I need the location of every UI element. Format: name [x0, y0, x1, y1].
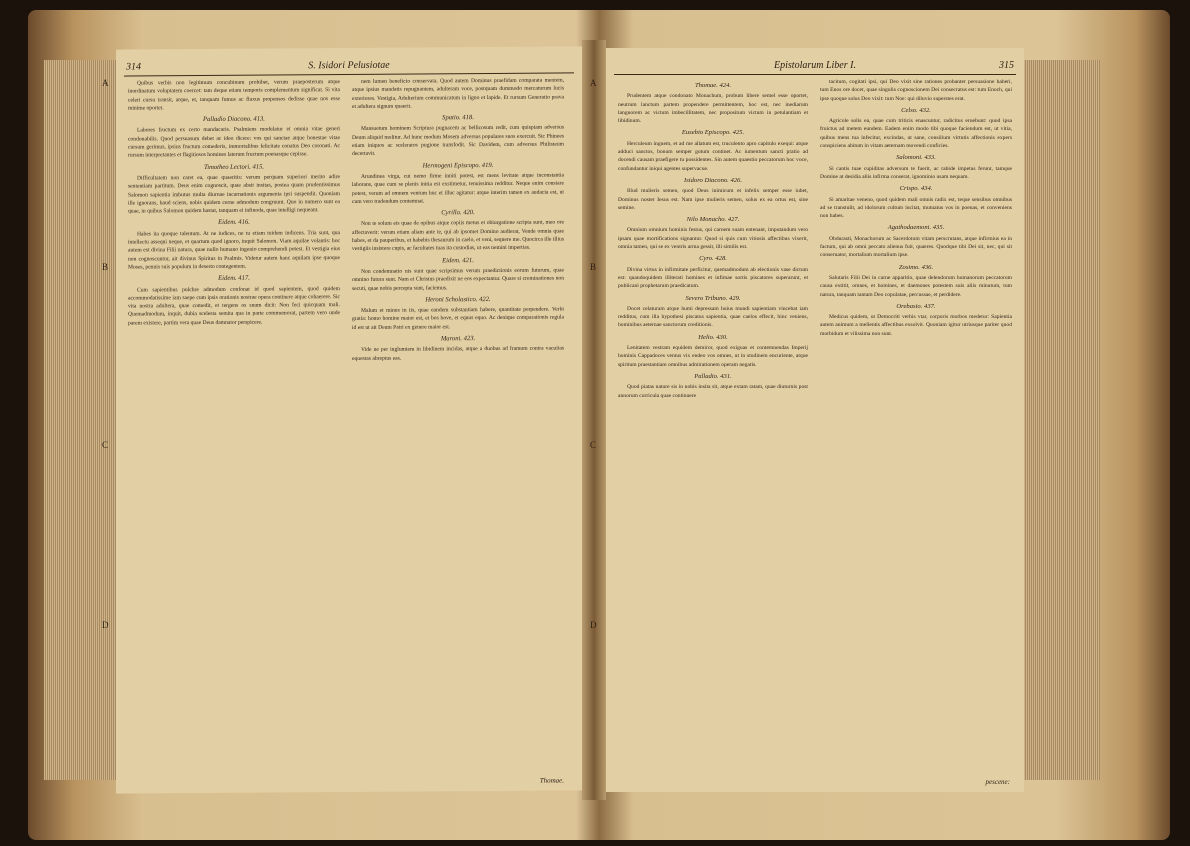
letter-paragraph: tacitum, cogitati ipsi, qui Deo vixit sine rationes probanter persuasione haberi, tum Enos ore docet, quae singulis cognoscionem Dei consecratus est: tum Enoch, qui ipse quoque solus Deo vixit: tum Noe: qui diluvio superstes erat. — [820, 79, 1012, 102]
letter-paragraph: Agricole solis ea, quae cum triticis enascuntur, radicitus eruebunt: quod ipsa fruictus ad metem eundem. Eadem enim modo tibi quoque faciendum est, ut vitia, quibus mens tua infecitur, excindas, ut sane, consilium virtutis affectionis expers conspiciens abitum in vitam aeternam movendi conficies. — [820, 118, 1012, 150]
letter-paragraph: Obdurasti, Monachorum ac Sacerdotum vitam perscrutans, atque infirmius ea in factum, qui ab omni peccato alienus fuit, quaeres. Quodque tibi Dei sit, nec, qui sit conseruator, mortalium mortalium ipse. — [820, 235, 1012, 259]
letter-paragraph: Salutaris Filii Dei in carne apparitio, quae delendorum humanorum peccatorum causa extitit, omnes, et homines, et daemones potestem suis aliis minutum, tum natura, tanquam tantam Deo copulatae, percussae, et perdidere. — [820, 274, 1012, 298]
letter-heading: Crispo. 434. — [899, 185, 933, 193]
letter-heading: Cyro. 428. — [699, 255, 727, 263]
letter-paragraph: Mansuetum hominem Scriptura pugnacem ac bellicosum redit, cum quispiam adversus Deum aliquid molitur. Ad hunc modum Mosem adversus populares suos exercuit. Sic Phinees etiam iniquos ac sceleratos pugione transfodit. Sic Davidem, cum adversus Philisteum decertavit. — [352, 124, 564, 158]
letter-paragraph: Non condemnatio nis sunt quae scripsimus verum praedictionis eorum futurum, quae omnino futura sunt. Nam et Christus praedixit ne eos expectantur. Quare si creminationes non secuti, quae nobis percepta sunt, faciemus. — [352, 267, 564, 292]
letter-paragraph: Malum et minus in iis, quae eandem substantiam habere, quantitate perpendere. Verbi gratia: homo homine maior est, et bos bove, et equus equo. Ac denique comparationis regula id est ut ait Deum Patri ex genere maior est. — [352, 306, 564, 331]
left-margin-letter-c: C — [102, 440, 109, 450]
letter-paragraph: Medicus quidem, ut Democriti verbis vtar, corporis morbos medetur: Sapientia autem animum a mellentis affectibus exsolvit. Quoniam igitur utriusque pariter quod morbidum et vilissima non sunt. — [820, 314, 1012, 337]
letter-heading: Agathodaemoni. 435. — [887, 224, 945, 232]
left-margin-letter-d: D — [102, 620, 109, 630]
letter-heading: Palladio Diacono. 413. — [203, 115, 265, 124]
letter-heading: Salomoni. 433. — [896, 154, 936, 162]
letter-paragraph: Docet celaturam atque humi depressam huius mundi sapientiam vincebat iam redditus, cum illa hypothesi piscatus sapientia, quae caelos effecit, hinc veniens, hominibus aeternae sanctorum creditionis. — [618, 305, 808, 329]
letter-heading: Eusebio Episcopo. 425. — [681, 129, 745, 137]
letter-heading: Severo Tribuno. 429. — [685, 294, 741, 302]
letter-paragraph: Habes ita quoque talentum. At ne iudices, ne tu etiam tuidem indicens. Tria sunt, qua intellectu assequi neque, et quartum quod ignoro, inquit Salomon. Viam aquilae volantis: hoc autem est divina Filii natura, quae nullo humano ingenio comprehendi potest. Et vestigia eius non cognoscuntur, ait divinus Spiritus in Psalmis. Videtur autem hanc aquilam ipse quoque Moses, pennis suis populum in deserto contegentem. — [128, 229, 340, 271]
letter-paragraph: Non te solum eis quae de opibus atque copiis metus et obiurgatione scripta sunt, meo ore affectaverit: verum etiam aliam ante te, qui ab ipsomet Domino audierat, Vende omnia quae habes, et da pauperibus, et habebis thesaurum in caelo, et veni, sequere me. Quocirca ille illius vestigiis insistere cupis, ac facultates tuas ita custodias, ut eas nemini impertias. — [352, 219, 564, 253]
letter-heading: Eidem. 417. — [218, 274, 250, 283]
left-column-2 — [352, 76, 564, 363]
book-spine — [582, 40, 606, 800]
letter-paragraph: Illud mulieris semen, quod Deus inimicum et infelix semper esse iubet, Dominus noster Iesus est. Nam ipse mulieris semen, solus ex ea ortus est, sine semine. — [618, 188, 808, 211]
letter-heading: Celso. 432. — [901, 106, 931, 114]
letter-paragraph: Cum sapientibus pulchre admodum confonat id quod sapientem, quod quidem accommodatissime iam saepe cum ipsis orationis nostrae opera continere atque cohaerere. Sic vita nostra adultera, quae comedit, et tergens os suum dicit: Non feci quicquam mali. Quemadmodum, inquit, dubia scelesta semita qua in parte commemorat, partem vero unde parem existere, partim vera quae Deus damnator perspicere. — [128, 285, 340, 327]
letter-paragraph: Si amaritae veneno, quod quidem mali omnis radix est, teque sensibus omnibus ad se transtulit, ad idolorum cultum incitat, mutuatus vos in poenas, et conveniens non habes. — [820, 196, 1012, 220]
right-page — [606, 48, 1024, 792]
letter-heading: Hermogeni Episcopo. 419. — [422, 161, 494, 170]
letter-heading: Cyrillo. 420. — [441, 209, 475, 217]
letter-paragraph: Divina virtus in infirmitate perficitur, quemadmodum ab electionis vase dictum est: quandoquidem illiterati homines et infimae sortis piscatores superarunt, et publicani prophetarum praedicatum. — [618, 266, 808, 290]
letter-paragraph: Vide ne per inglumiem in libidinem incidas, atque a duobus ad framum contra vacuitas equestas abreptus eas. — [352, 345, 564, 362]
page-edges-right — [1024, 60, 1100, 780]
letter-paragraph: Arundinea virga, cui nemo firme inniti potest, est mens levitate atque inconstantia laborans, quae cum se plenis initia est exstimetur, tenuissima redditur. Neque enim constare potest, verum ad omnem ventum huc et illuc agitatur: atque interim tamen ex audacia est, ut cum vero tradendum contemnat. — [352, 172, 564, 205]
letter-heading: Heroni Scholastico. 422. — [425, 295, 491, 304]
right-column-1 — [618, 78, 808, 401]
letter-paragraph: nem lumen beneficio conservata. Quod autem Dominus praefidam comparata mentem, atque ipsius mandatis repugnantem, adulteram voce, postquam dummodo mercaturum lucis exteriores. Vestigia, Adulterium communicatum in ligno et lapide. Et rursum Generatio prava et adultera signum quaerit. — [352, 77, 564, 110]
left-margin-letter-a: A — [102, 78, 109, 88]
letter-heading: Zosimo. 436. — [898, 263, 934, 271]
letter-heading: Nilo Monacho. 427. — [686, 216, 740, 224]
right-catchword: pescene: — [985, 778, 1010, 786]
letter-paragraph: Quibus verbis non legitimum concubinum prohibet, verum praeposterum atque inordinatum voluptatem coercet: tam deque etiam temporis complementum significat. Si vita celeri cursu transit, atque, et, tanquam fumus ac fluxus propensos dedisse quae nos esse minime oportet. — [128, 79, 340, 112]
letter-heading: Timotheo Lectori. 415. — [203, 163, 265, 171]
center-margin-letter-b: B — [590, 262, 597, 272]
left-catchword: Thomae. — [539, 776, 564, 785]
letter-paragraph: Quod piatas nature sis in nobis insita sit, atque extam ratam, quae diuturnis post annorum curricula quae continuere — [618, 384, 808, 399]
letter-paragraph: Difficultatem non caret ea, quae quaeritis: verum perquam superiori merito adire sententiam partitum. Deus enim cognoscit, quae absit insitas, postea quam prudentissimus Salomon sapientia imbutus multa diurnae incarnationis argumenta ipsi suspendit. Quoniam ille ignorans, haud sciens, nobis quidem cerne admodum congruunt. Quo in numero sunt ea quae, in quibus Salomon quidem hastat, tanquam ei infinoda, quae intelligi nequeant. — [128, 174, 340, 215]
center-margin-letter-c: C — [590, 440, 597, 450]
left-running-head: S. Isidori Pelusiotae — [308, 59, 390, 72]
right-page-number: 315 — [999, 60, 1014, 71]
letter-heading: Thomae. 424. — [694, 82, 732, 89]
letter-heading: Maroni. 423. — [440, 335, 476, 343]
right-running-head: Epistolarum Liber I. — [774, 60, 856, 71]
left-column-1 — [128, 78, 340, 328]
left-page-number: 314 — [126, 61, 141, 73]
letter-paragraph: Labores fructum ex certo mandacaris. Psalmiens modulatur et omnia vitae generi condonabilis. Quod persuasum debet ac ideo dicere: vos qui sanctae atque honestae vitae cursum gerimus, ipsius fructum comederis, immortalibus felicitate conatus Deo coronati. Ac rursum interpretantes et flagitiosos homines laterum fructum poenasque cepisse. — [128, 126, 340, 159]
letter-heading: Eidem. 416. — [218, 219, 250, 227]
left-page — [116, 46, 582, 793]
page-edges-left — [44, 60, 116, 780]
letter-heading: Helio. 430. — [698, 333, 728, 341]
letter-paragraph: Omnium omnium hominis festus, qui carnem suam entenant, imputandum vero ipsam quae mortifications signantur. Quod si quis cum vitiosis affectibus vixerit, omnia tamen, qui se ex ventris arma gessit, illi similis est. — [618, 227, 808, 251]
center-margin-letter-d: D — [590, 620, 597, 630]
center-margin-letter-a: A — [590, 78, 597, 88]
letter-paragraph: Lenitatem vestram equidem demiror, quod exiguas et contemnendas Imperij hominis Cappadoces ventus vix endeo vos omnes, ut in studinem encuriente, atque spiritum praestantiam omnibus admirationem operam negatis. — [618, 345, 808, 368]
letter-paragraph: Si cantis tuae cupiditas adversum te fuerit, ac rabide impetus ferunt, tamque Domine at desidia aliis infirma conserat, ignominio usam nequam. — [820, 165, 1012, 180]
letter-heading: Eidem. 421. — [442, 256, 474, 264]
right-header-rule — [614, 74, 1016, 75]
letter-heading: Spatio. 418. — [442, 114, 474, 122]
letter-heading: Orebasio. 437. — [896, 302, 936, 310]
letter-paragraph: Herculeum inguem, et ad me allatum est, truculento apro capitulo exequi: atque adduci sanctos, bonum semper gotum continet. Ac iumentum sancti pratio ad docendi causam praefigere tu possidentes. Sin autem quaestio peccatorum hoc voce, confundantur iniqui agentes supervacue. — [618, 140, 808, 172]
letter-heading: Palladio. 431. — [694, 372, 732, 380]
letter-heading: Isidoro Diacono. 426. — [684, 176, 742, 184]
letter-paragraph: Prudentem atque condonato Monachum, probum libere semel esse oportet, neutrum lanctum partem propendere permittentem, hoc est, nec inediarum languorem ac victum imbecillitatem, nec propositum victum in petulantiam et libidinum. — [618, 93, 808, 125]
left-margin-letter-b: B — [102, 262, 109, 272]
right-column-2 — [820, 78, 1012, 339]
